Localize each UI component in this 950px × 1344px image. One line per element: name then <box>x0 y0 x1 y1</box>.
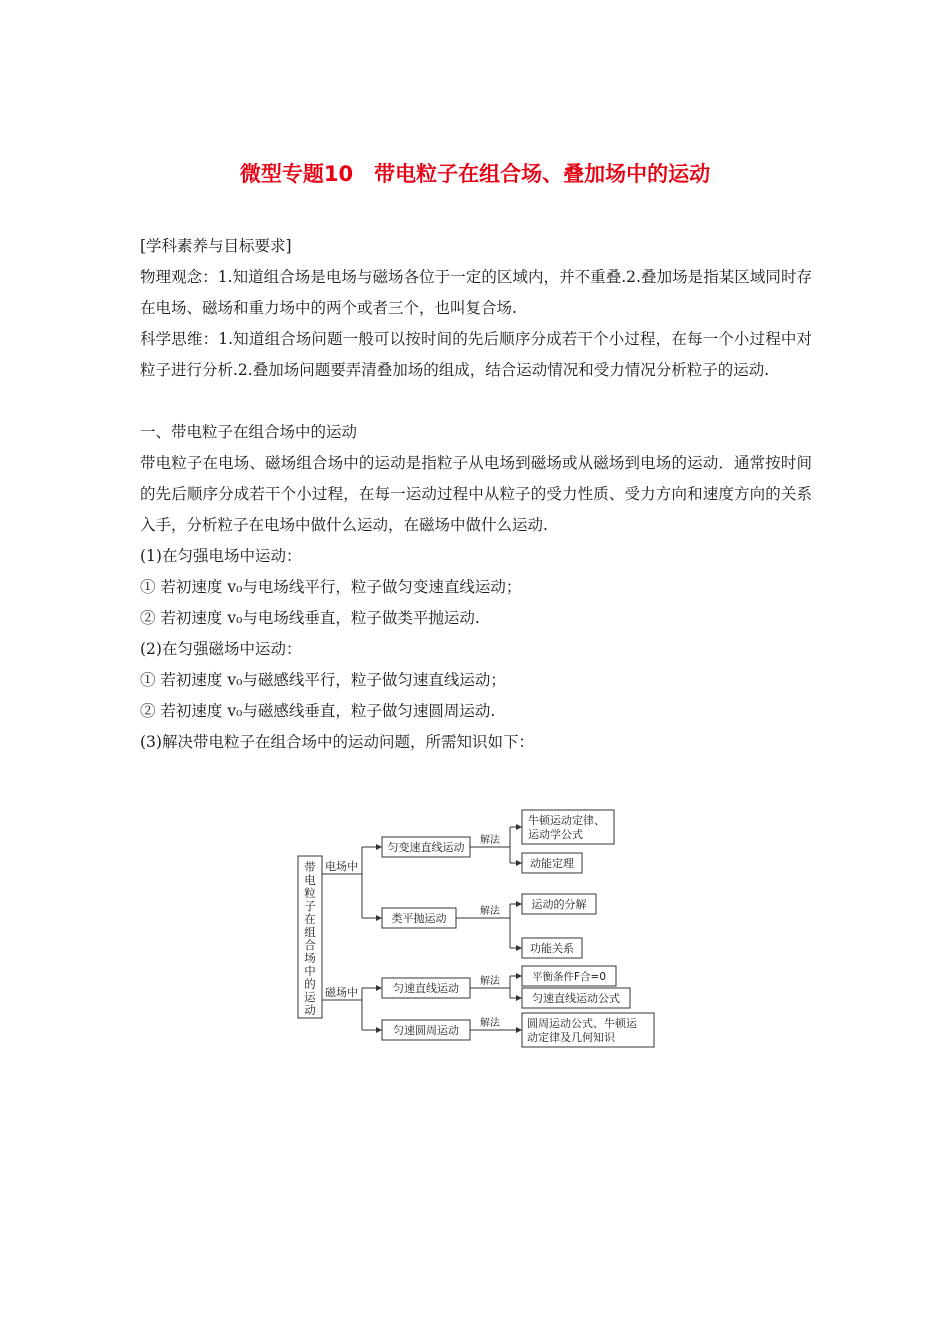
root-char: 在 <box>304 912 316 926</box>
root-char: 粒 <box>304 886 316 900</box>
equilibrium-label: 平衡条件F合=0 <box>531 971 607 983</box>
root-char: 合 <box>304 938 316 952</box>
method-label: 解法 <box>480 976 500 987</box>
uniform-circle-label: 匀速圆周运动 <box>393 1024 459 1037</box>
root-char: 子 <box>304 899 316 913</box>
root-char: 带 <box>304 860 316 874</box>
root-label <box>304 860 316 1017</box>
newton-label-line1: 牛顿运动定律、 <box>528 814 605 827</box>
root-char: 动 <box>304 1003 316 1017</box>
root-char: 中 <box>304 964 316 978</box>
method-label: 解法 <box>480 835 500 846</box>
scientific-thinking-paragraph: 科学思维：1.知道组合场问题一般可以按时间的先后顺序分成若干个小过程，在每一个小过程中对粒子进行分析.2.叠加场问题要弄清叠加场的组成，结合运动情况和受力情况分析粒子的运动. <box>140 330 812 379</box>
item3-heading: (3)解决带电粒子在组合场中的运动问题，所需知识如下： <box>140 733 534 751</box>
physics-concept-paragraph: 物理观念：1.知道组合场是电场与磁场各位于一定的区域内，并不重叠.2.叠加场是指某区域同时存在电场、磁场和重力场中的两个或者三个，也叫复合场. <box>140 268 812 317</box>
spacer <box>140 386 812 417</box>
uniform-line-label: 匀速直线运动 <box>393 982 459 995</box>
root-char: 场 <box>304 951 316 965</box>
item2-b: ② 若初速度 v₀与磁感线垂直，粒子做匀速圆周运动. <box>140 702 496 720</box>
main-content <box>140 231 812 758</box>
projectile-label: 类平抛运动 <box>391 912 447 925</box>
electric-field-label: 电场中 <box>325 860 358 873</box>
section1-intro-paragraph: 带电粒子在电场、磁场组合场中的运动是指粒子从电场到磁场或从磁场到电场的运动．通常按时间的先后顺序分成若干个小过程，在每一运动过程中从粒子的受力性质、受力方向和速度方向的关系入手，分析粒子在电场中做什么运动，在磁场中做什么运动. <box>140 454 812 534</box>
page-title: 微型专题10 带电粒子在组合场、叠加场中的运动 <box>239 162 711 186</box>
root-char: 电 <box>304 873 316 887</box>
decomposition-label: 运动的分解 <box>531 898 587 911</box>
root-char: 组 <box>304 925 316 939</box>
newton-label-line2: 运动学公式 <box>528 828 583 841</box>
knowledge-flowchart <box>290 800 670 1060</box>
root-char: 运 <box>304 990 316 1004</box>
item1-heading: (1)在匀强电场中运动： <box>140 547 302 565</box>
circle-formula-line1: 圆周运动公式、牛顿运 <box>527 1017 637 1030</box>
work-energy-label: 功能关系 <box>530 942 574 955</box>
item1-b: ② 若初速度 v₀与电场线垂直，粒子做类平抛运动. <box>140 609 480 627</box>
item2-heading: (2)在匀强磁场中运动： <box>140 640 302 658</box>
method-label: 解法 <box>480 1018 500 1029</box>
item1-a: ① 若初速度 v₀与电场线平行，粒子做匀变速直线运动； <box>140 578 522 596</box>
circle-formula-line2: 动定律及几何知识 <box>527 1031 615 1044</box>
line-formula-label: 匀速直线运动公式 <box>532 992 620 1005</box>
requirements-heading: [学科素养与目标要求] <box>140 237 292 255</box>
section1-heading: 一、带电粒子在组合场中的运动 <box>140 423 358 441</box>
kinetic-theorem-label: 动能定理 <box>530 857 574 870</box>
uniform-accel-label: 匀变速直线运动 <box>387 841 465 854</box>
item2-a: ① 若初速度 v₀与磁感线平行，粒子做匀速直线运动； <box>140 671 506 689</box>
flowchart-svg <box>290 800 670 1060</box>
magnetic-field-label: 磁场中 <box>325 986 358 999</box>
method-label: 解法 <box>480 906 500 917</box>
root-char: 的 <box>304 977 316 991</box>
